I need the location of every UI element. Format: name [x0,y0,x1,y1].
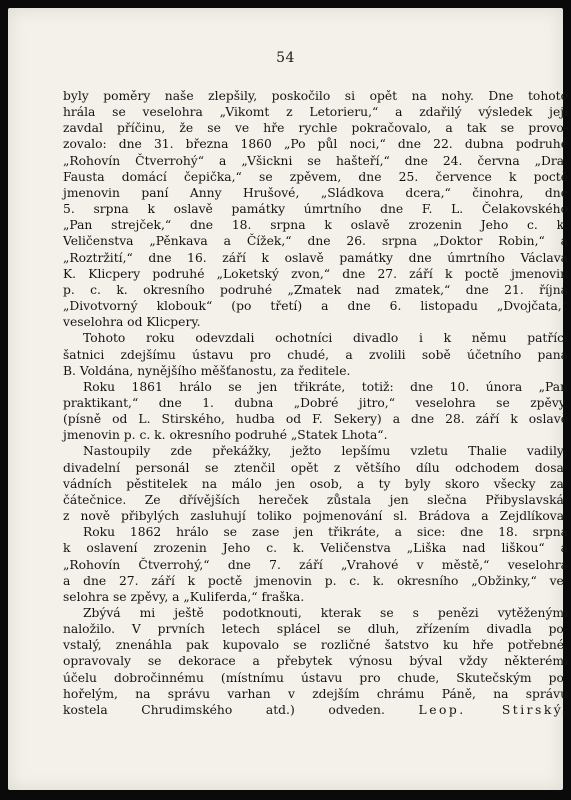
text-line: Veličenstva „Pěnkava a Čížek,“ dne 26. srpna „Doktor Robin,“ a [63,234,568,249]
text-line: praktikant,“ dne 1. dubna „Dobré jitro,“ veselohra se zpěvy, [63,395,568,410]
text-line: K. Klicpery podruhé „Loketský zvon,“ dne 27. září k poctě jmenovin [63,266,568,281]
text-line: jmenovin p. c. k. okresního podruhé „Statek Lhota“. [63,428,388,443]
text-line: „Divotvorný klobouk“ (po třetí) a dne 6. listopadu „Dvojčata,“ [63,299,568,314]
text-line: p. c. k. okresního podruhé „Zmatek nad zmatek,“ dne 21. října [63,282,568,297]
text-line: B. Voldána, nynějšího měšťanostu, za ředitele. [63,363,351,378]
text-line: Roku 1862 hrálo se zase jen třikráte, a sice: dne 18. srpna [83,525,568,540]
author-signature: Leop. Stirský. [418,702,568,717]
text-line: 5. srpna k oslavě památky úmrtního dne F. L. Čelakovského [63,202,568,217]
page-number: 54 [276,50,295,66]
text-line: naložilo. V prvních letech splácel se dluh, zřízením divadla po- [63,622,568,637]
text-line: byly poměry naše zlepšily, poskočilo si opět na nohy. Dne tohoto [63,89,568,103]
text-line: z nově přibylých zasluhují toliko pojmenování sl. Brádova a Zejdlíkova. [63,509,568,524]
text-line: Tohoto roku odevzdali ochotníci divadlo i k němu patřící [83,331,568,346]
text-line: veselohra od Klicpery. [63,315,201,330]
text-line-final [63,702,568,718]
text-line: vstalý, znenáhla pak kupovalo se rozličné šatstvo ku hře potřebné, [63,638,568,653]
text-line: čátečnice. Ze dřívějších hereček zůstala jen slečna Přibyslavská; [63,492,568,507]
text-line: divadelní personál se ztenčil opět z většího dílu odchodem dosa- [63,460,568,475]
text-line: zovalo: dne 31. března 1860 „Po půl noci,“ dne 22. dubna podruhé [63,137,568,152]
text-line: Roku 1861 hrálo se jen třikráte, totiž: dne 10. února „Pan [83,379,568,394]
text-line: a dne 27. září k poctě jmenovin p. c. k. okresního „Obžinky,“ ve- [63,573,568,588]
text-line: k oslavení zrozenin Jeho c. k. Veličenstva „Liška nad liškou“ a [63,541,568,556]
text-line: „Pan strejček,“ dne 18. srpna k oslavě zrozenin Jeho c. k. [63,218,568,233]
text-line: (písně od L. Stirského, hudba od F. Sekery) a dne 28. září k oslavě [63,412,568,427]
text-line: Fausta domácí čepička,“ se zpěvem, dne 25. července k poctě [63,169,568,184]
text-line: Zbývá mi ještě podotknouti, kterak se s penězi vytěženými [83,606,568,620]
text-line: jmenovin paní Anny Hrušové, „Sládkova dcera,“ činohra, dne [63,185,568,200]
text-line: „Rohovín Čtverrohý“ a „Všickni se hašteří,“ dne 24. června „Dra. [63,153,568,168]
text-line: vádních pěstitelek na málo jen osob, a ty byly skoro všecky za- [63,476,568,491]
text-line: „Rohovín Čtverrohý,“ dne 7. září „Vrahové v městě,“ veselohra [63,557,568,572]
text-line: opravovaly se dekorace a přebytek výnosu býval vždy některémi [63,654,568,669]
book-page [8,8,568,790]
closing-text: kostela Chrudimského atd.) odveden. [63,702,385,717]
text-line: hořelým, na správu varhan v zdejším chrámu Páně, na správu [63,686,568,701]
text-line: hrála se veselohra „Vikomt z Letorieru,“ a zdařilý výsledek její [63,105,568,120]
text-line: selohra se zpěvy, a „Kuliferda,“ fraška. [63,589,305,604]
text-line: „Roztržití,“ dne 16. září k oslavě památky dne úmrtního Václava [63,250,568,265]
text-line: účelu dobročinnému (místnímu ústavu pro chude, Skutečským po- [63,670,568,685]
text-line: zavdal příčinu, že se ve hře rychle pokračovalo, a tak se provo- [63,121,568,136]
text-line: šatnici zdejšímu ústavu pro chudé, a zvolili sobě účetního pana [63,347,568,362]
body-text [63,88,568,718]
text-line: Nastoupily zde překážky, ježto lepšímu vzletu Thalie vadily; [83,444,568,459]
